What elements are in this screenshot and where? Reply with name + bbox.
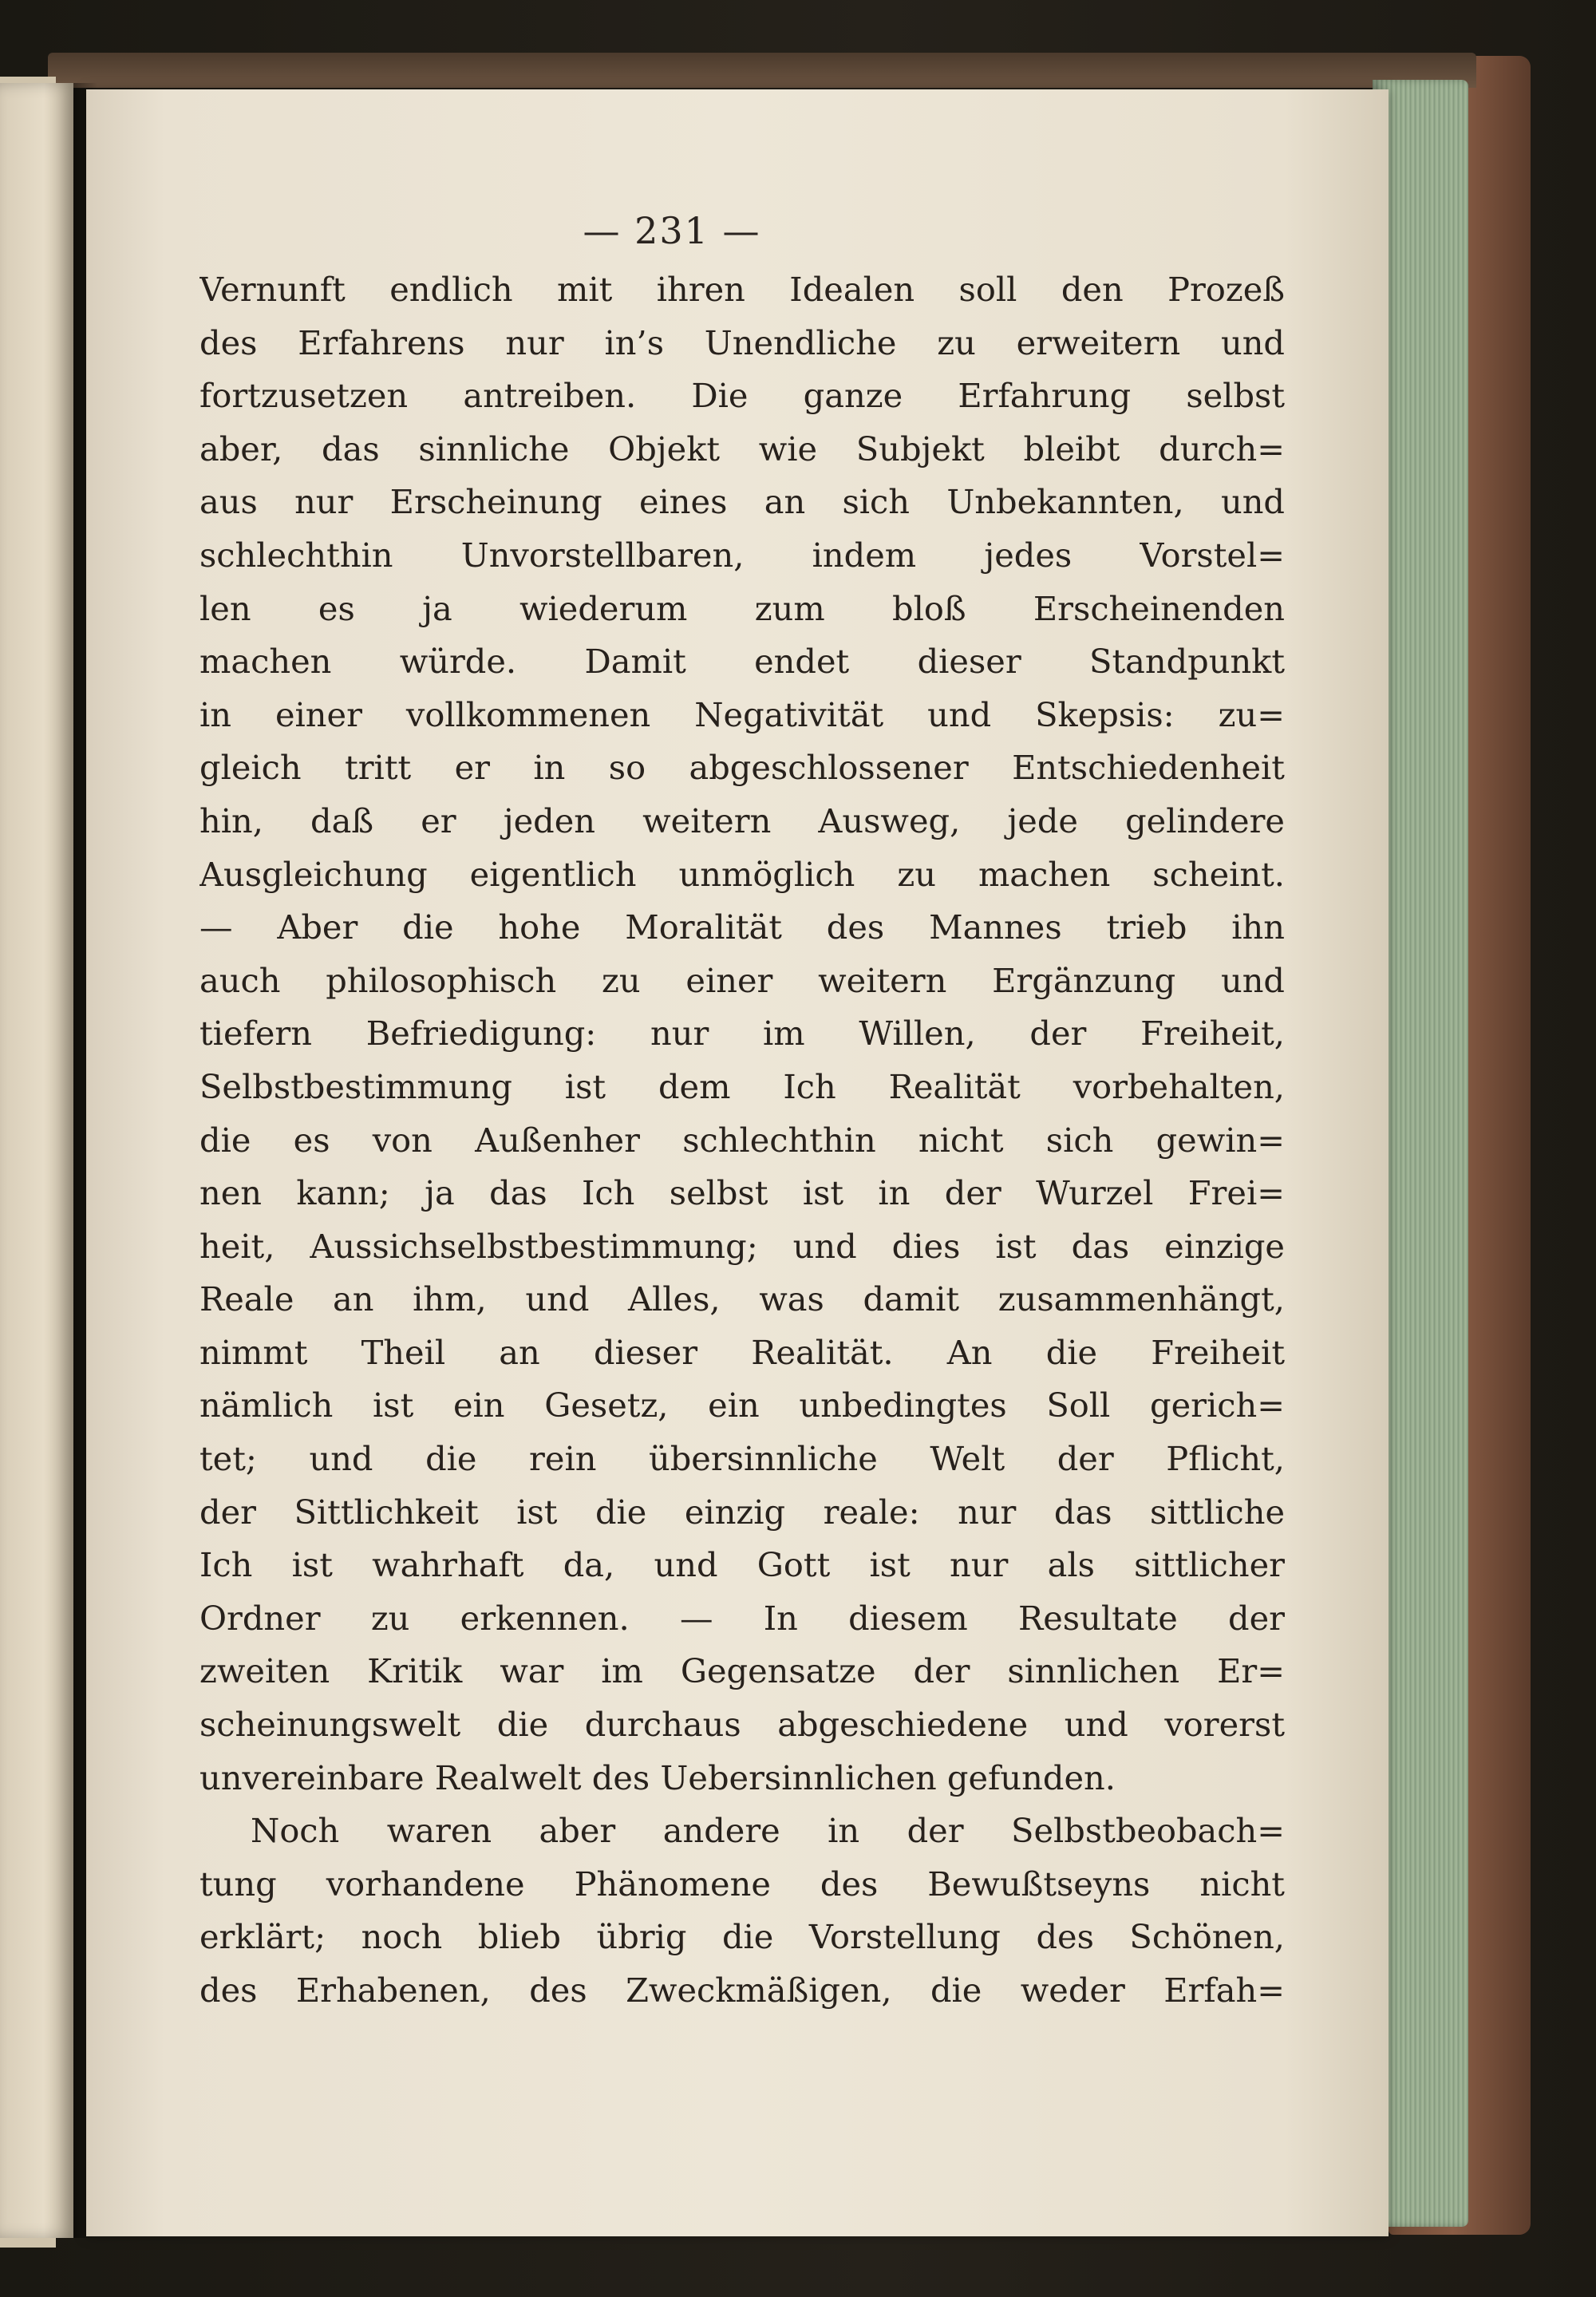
text-line: des Erhabenen, des Zweckmäßigen, die weder Erfah= xyxy=(200,1971,1285,2010)
left-facing-page xyxy=(0,83,73,2238)
book-binding-top xyxy=(48,53,1476,88)
text-line: des Erfahrens nur in’s Unendliche zu erweitern und xyxy=(200,322,1285,362)
text-line: Ordner zu erkennen. — In diesem Resultate der xyxy=(200,1598,1285,1638)
text-line: machen würde. Damit endet dieser Standpunkt xyxy=(200,642,1285,682)
text-line: — Aber die hohe Moralität des Mannes trieb ihn xyxy=(200,907,1285,947)
book-page xyxy=(86,89,1389,2236)
text-line: Ich ist wahrhaft da, und Gott ist nur als sittlicher xyxy=(200,1545,1285,1585)
page-number: — 231 — xyxy=(583,209,761,252)
text-line: zweiten Kritik war im Gegensatze der sinnlichen Er= xyxy=(200,1651,1285,1691)
text-line: unvereinbare Realwelt des Uebersinnlichen gefunden. xyxy=(200,1757,1116,1797)
text-line: schlechthin Unvorstellbaren, indem jedes Vorstel= xyxy=(200,535,1285,575)
text-line: gleich tritt er in so abgeschlossener Entschiedenheit xyxy=(200,748,1285,788)
text-line: der Sittlichkeit ist die einzig reale: nur das sittliche xyxy=(200,1492,1285,1532)
text-line: tet; und die rein übersinnliche Welt der Pflicht, xyxy=(200,1439,1285,1479)
text-line: aus nur Erscheinung eines an sich Unbekannten, und xyxy=(200,482,1285,522)
text-line: erklärt; noch blieb übrig die Vorstellung des Schönen, xyxy=(200,1917,1285,1957)
text-line: die es von Außenher schlechthin nicht sich gewin= xyxy=(200,1120,1285,1160)
text-line: nämlich ist ein Gesetz, ein unbedingtes Soll gerich= xyxy=(200,1386,1285,1425)
text-line: tung vorhandene Phänomene des Bewußtseyns nicht xyxy=(200,1864,1285,1904)
text-line: in einer vollkommenen Negativität und Skepsis: zu= xyxy=(200,694,1285,734)
text-line: heit, Aussichselbstbestimmung; und dies ist das einzige xyxy=(200,1226,1285,1266)
text-line: hin, daß er jeden weitern Ausweg, jede gelindere xyxy=(200,801,1285,840)
text-line: nen kann; ja das Ich selbst ist in der Wurzel Frei= xyxy=(200,1173,1285,1213)
text-line: aber, das sinnliche Objekt wie Subjekt bleibt durch= xyxy=(200,429,1285,468)
text-line: Noch waren aber andere in der Selbstbeobach= xyxy=(251,1811,1285,1851)
text-line: tiefern Befriedigung: nur im Willen, der Freiheit, xyxy=(200,1014,1285,1054)
text-line: auch philosophisch zu einer weitern Ergänzung und xyxy=(200,960,1285,1000)
text-line: Ausgleichung eigentlich unmöglich zu machen scheint. xyxy=(200,854,1285,894)
text-line: Reale an ihm, und Alles, was damit zusammenhängt, xyxy=(200,1279,1285,1319)
text-line: nimmt Theil an dieser Realität. An die Freiheit xyxy=(200,1332,1285,1372)
page-body-text xyxy=(200,263,1285,2018)
text-line: scheinungswelt die durchaus abgeschiedene und vorerst xyxy=(200,1705,1285,1745)
text-line: len es ja wiederum zum bloß Erscheinenden xyxy=(200,588,1285,628)
text-line: Vernunft endlich mit ihren Idealen soll den Prozeß xyxy=(200,270,1285,309)
text-line: fortzusetzen antreiben. Die ganze Erfahrung selbst xyxy=(200,376,1285,416)
text-line: Selbstbestimmung ist dem Ich Realität vorbehalten, xyxy=(200,1066,1285,1106)
